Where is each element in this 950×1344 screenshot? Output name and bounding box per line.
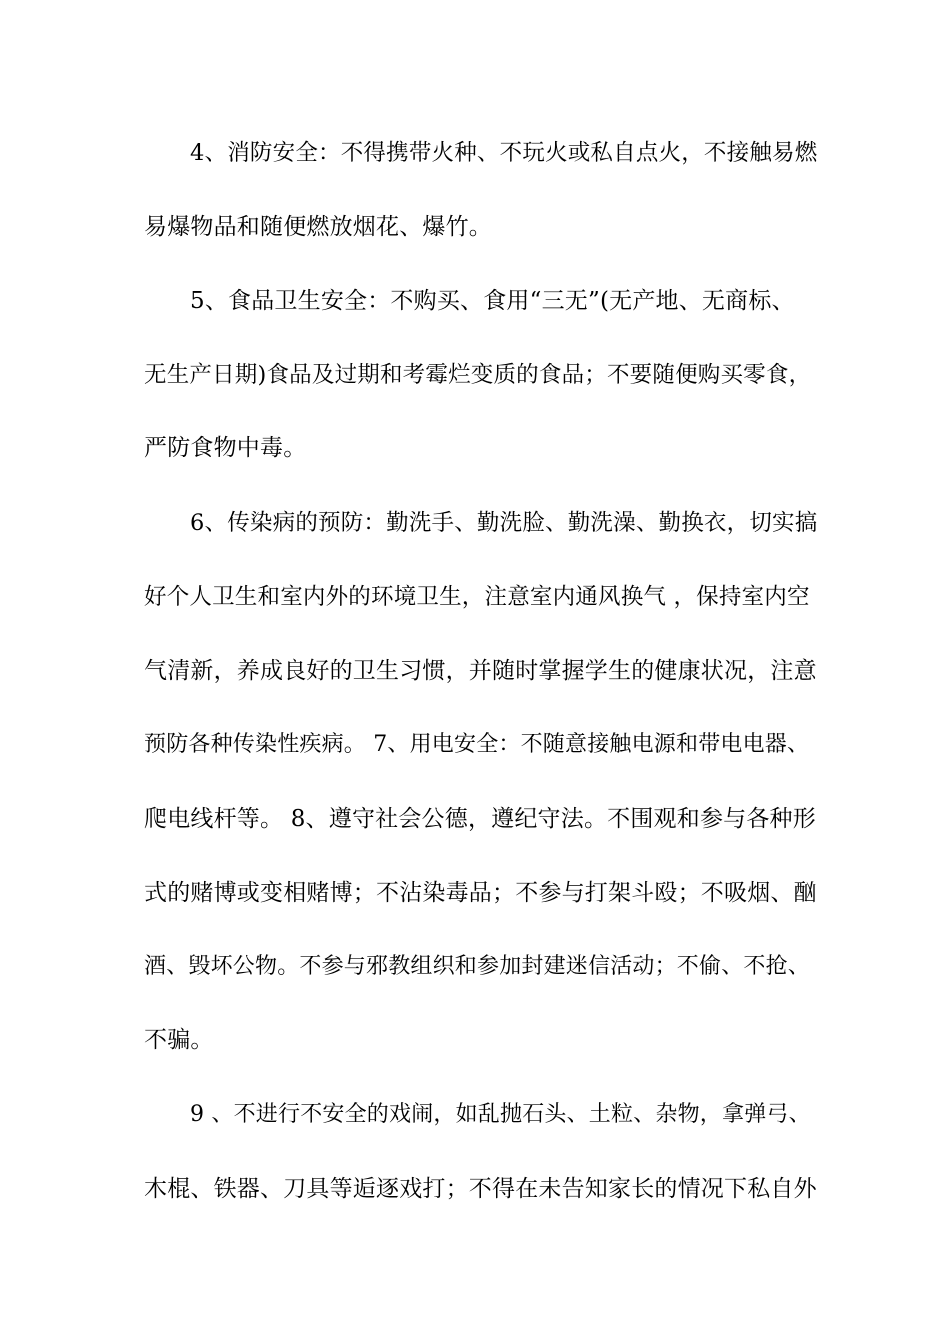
text-line: 无生产日期)食品及过期和考霉烂变质的食品；不要随便购买零食，	[144, 362, 812, 388]
text-line: 预防各种传染性疾病。 7、用电安全：不随意接触电源和带电电器、	[144, 732, 810, 757]
text-line: 9 、不进行不安全的戏闹，如乱抛石头、土粒、杂物，拿弹弓、	[190, 1102, 811, 1127]
text-line: 5、食品卫生安全：不购买、食用“三无”(无产地、无商标、	[190, 288, 795, 314]
text-line: 6、传染病的预防：勤洗手、勤洗脸、勤洗澡、勤换衣，切实搞	[190, 510, 818, 536]
text-line: 易爆物品和随便燃放烟花、爆竹。	[144, 214, 492, 240]
text-line: 4、消防安全：不得携带火种、不玩火或私自点火，不接触易燃	[190, 140, 818, 166]
text-line: 式的赌博或变相赌博；不沾染毒品；不参与打架斗殴；不吸烟、酗	[144, 880, 817, 906]
text-line: 木棍、铁器、刀具等逅逐戏打；不得在未告知家长的情况下私自外	[144, 1176, 817, 1202]
text-line: 气清新，养成良好的卫生习惯，并随时掌握学生的健康状况，注意	[144, 658, 817, 684]
text-line: 不骗。	[144, 1027, 214, 1053]
text-line: 好个人卫生和室内外的环境卫生，注意室内通风换气 ，保持室内空	[144, 584, 810, 610]
text-line: 酒、毁坏公物。不参与邪教组织和参加封建迷信活动；不偷、不抢、	[144, 954, 811, 979]
text-line: 爬电线杆等。 8、遵守社会公德，遵纪守法。不围观和参与各种形	[144, 806, 816, 832]
text-line: 严防食物中毒。	[144, 435, 307, 461]
